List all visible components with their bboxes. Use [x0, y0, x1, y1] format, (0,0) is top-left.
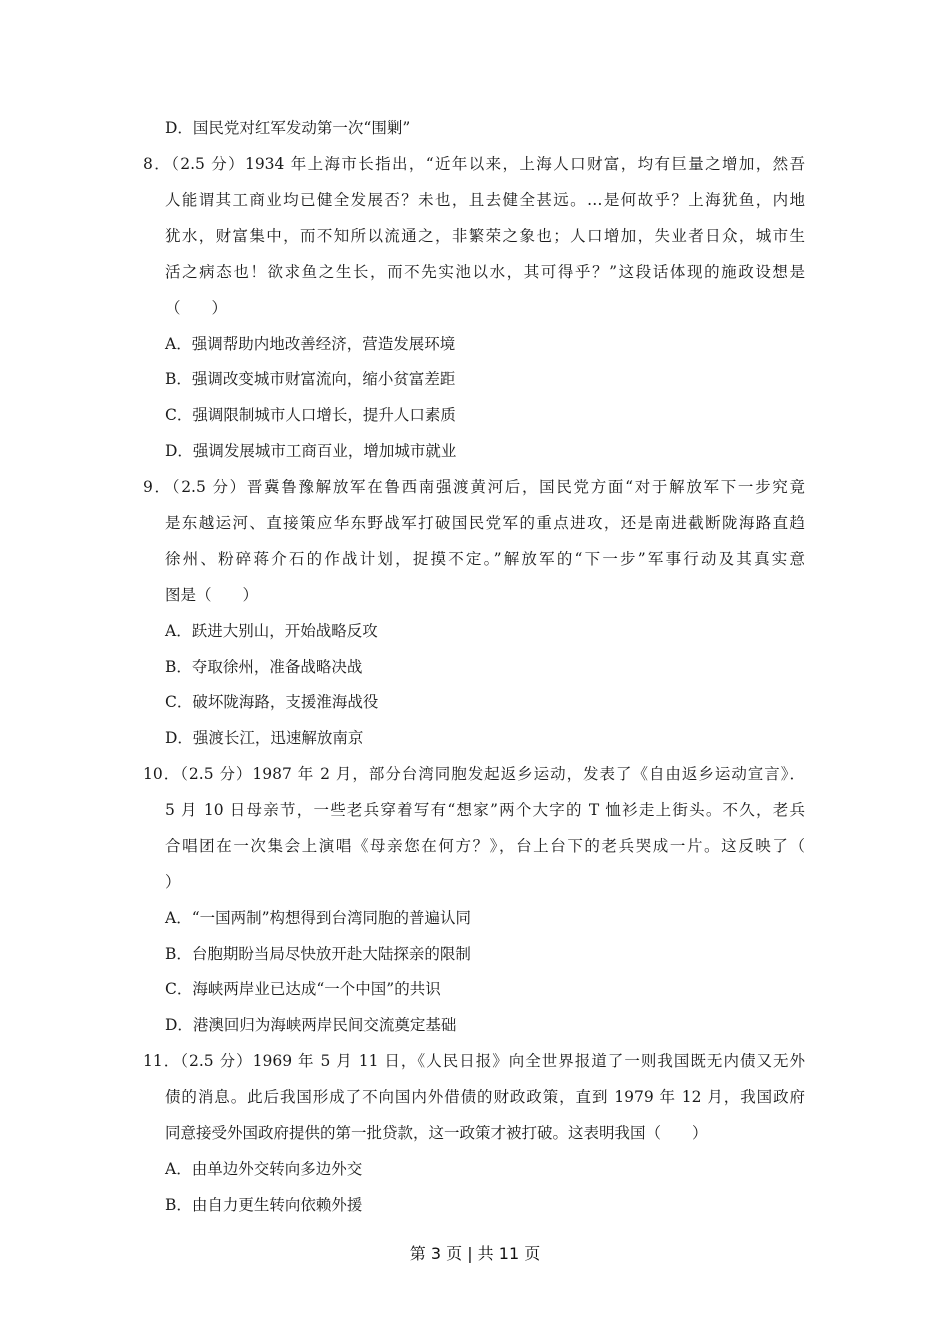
q9-stem-line-4: 图是（ ）: [165, 586, 259, 604]
q9-option-a: A．跃进大别山，开始战略反攻: [165, 622, 378, 640]
q10-stem-line-2: 5 月 10 日母亲节，一些老兵穿着写有“想家”两个大字的 T 恤衫走上街头。不久，老兵: [165, 801, 805, 819]
q8-stem-line-3: 犹水，财富集中，而不知所以流通之，非繁荣之象也；人口增加，失业者日众，城市生: [165, 227, 805, 245]
q9-stem-line-3: 徐州、粉碎蒋介石的作战计划，捉摸不定。”解放军的“下一步”军事行动及其真实意: [165, 550, 805, 568]
q9-option-c: C．破坏陇海路，支援淮海战役: [165, 693, 379, 711]
q9-stem-line-2: 是东越运河、直接策应华东野战军打破国民党军的重点进攻，还是南进截断陇海路直趋: [165, 514, 805, 532]
q8-option-a: A．强调帮助内地改善经济，营造发展环境: [165, 335, 456, 353]
q10-stem-line-4: ）: [165, 873, 181, 891]
q8-option-c: C．强调限制城市人口增长，提升人口素质: [165, 406, 456, 424]
q10-option-a: A．“一国两制”构想得到台湾同胞的普遍认同: [165, 909, 472, 927]
q10-stem-line-3: 合唱团在一次集会上演唱《母亲您在何方？》，台上台下的老兵哭成一片。这反映了（: [165, 837, 805, 855]
q9-option-b: B．夺取徐州，准备战略决战: [165, 658, 363, 676]
q8-stem-line-5: （ ）: [165, 299, 228, 317]
q11-stem-line-2: 债的消息。此后我国形成了不向国内外借债的财政政策，直到 1979 年 12 月，我国政府: [165, 1088, 805, 1106]
q8-option-d: D．强调发展城市工商百业，增加城市就业: [165, 442, 457, 460]
q7-option-d: D．国民党对红军发动第一次“围剿”: [165, 119, 411, 137]
q11-option-a: A．由单边外交转向多边外交: [165, 1160, 363, 1178]
q11-option-b: B．由自力更生转向依赖外援: [165, 1196, 363, 1214]
q9-stem-line-1: 9．（2.5 分）晋冀鲁豫解放军在鲁西南强渡黄河后，国民党方面“对于解放军下一步究竟: [143, 478, 805, 496]
q8-option-b: B．强调改变城市财富流向，缩小贫富差距: [165, 370, 456, 388]
q10-stem-line-1: 10．（2.5 分）1987 年 2 月，部分台湾同胞发起返乡运动，发表了《自由返乡运动宣言》．: [143, 765, 805, 783]
q10-option-b: B．台胞期盼当局尽快放开赴大陆探亲的限制: [165, 945, 471, 963]
q11-stem-line-1: 11．（2.5 分）1969 年 5 月 11 日，《人民日报》向全世界报道了一则我国既无内债又无外: [143, 1052, 805, 1070]
q8-stem-line-4: 活之病态也！欲求鱼之生长，而不先实池以水，其可得乎？”这段话体现的施政设想是: [165, 263, 805, 281]
q8-stem-line-1: 8．（2.5 分）1934 年上海市长指出，“近年以来，上海人口财富，均有巨量之增加，然吾: [143, 155, 805, 173]
page-footer: 第 3 页 | 共 11 页: [409, 1244, 541, 1263]
q9-option-d: D．强渡长江，迅速解放南京: [165, 729, 364, 747]
q10-option-d: D．港澳回归为海峡两岸民间交流奠定基础: [165, 1016, 457, 1034]
q10-option-c: C．海峡两岸业已达成“一个中国”的共识: [165, 980, 441, 998]
q8-stem-line-2: 人能谓其工商业均已健全发展否？未也，且去健全甚远。…是何故乎？上海犹鱼，内地: [165, 191, 805, 209]
q11-stem-line-3: 同意接受外国政府提供的第一批贷款，这一政策才被打破。这表明我国（ ）: [165, 1124, 708, 1142]
